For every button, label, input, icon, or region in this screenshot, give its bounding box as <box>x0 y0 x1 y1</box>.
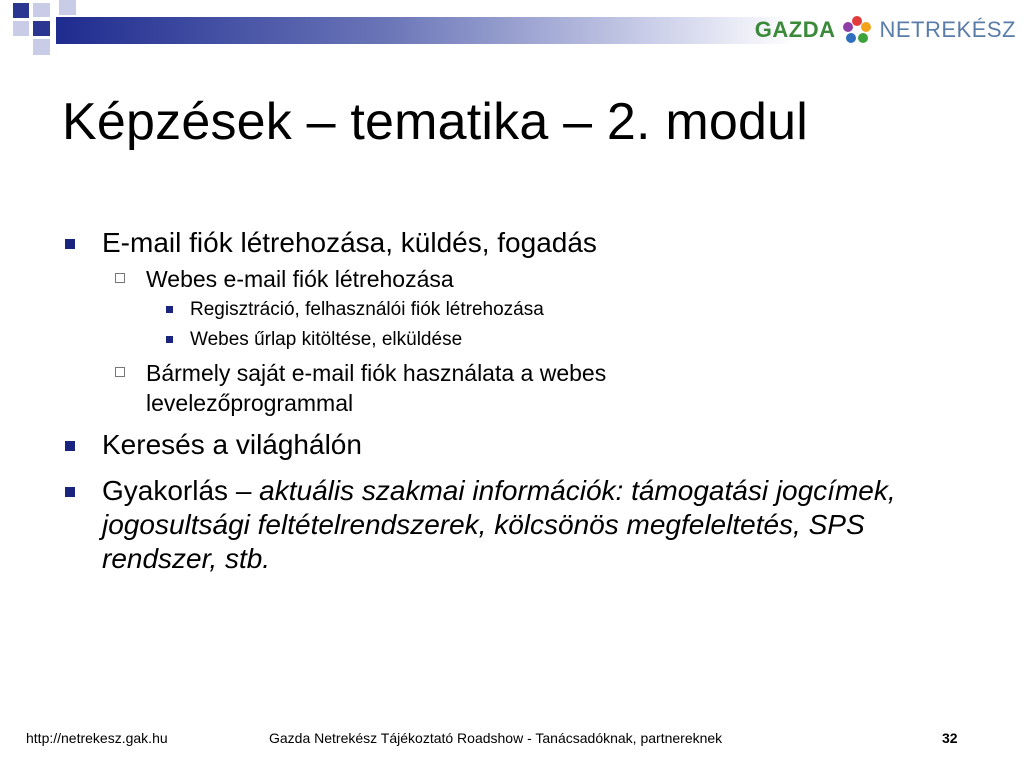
decor-square <box>13 39 29 55</box>
sub-sub-bullet-item <box>62 326 962 354</box>
hollow-square-bullet-icon <box>115 273 125 283</box>
decor-square <box>13 3 29 18</box>
slide-title: Képzések – tematika – 2. modul <box>62 93 808 151</box>
sub-sub-bullet-text: Webes űrlap kitöltése, elküldése <box>190 329 463 350</box>
bullet-text-italic: aktuális szakmai információk: támogatási jogcímek, jogosultsági feltételrendszerek, kölcsönös megfeleltetés, SPS rendszer, stb. <box>102 475 896 574</box>
sub-bullet-item <box>62 264 962 294</box>
bullet-text: Keresés a világhálón <box>102 429 362 460</box>
slide-content <box>62 226 962 588</box>
bullet-text: E-mail fiók létrehozása, küldés, fogadás <box>102 227 597 258</box>
square-bullet-icon <box>166 336 173 343</box>
bullet-item <box>62 474 932 576</box>
page-number: 32 <box>942 730 958 746</box>
bullet-item <box>62 226 962 260</box>
sub-bullet-text: Webes e-mail fiók létrehozása <box>146 266 454 292</box>
footer-url: http://netrekesz.gak.hu <box>26 730 168 746</box>
decor-square <box>13 21 29 36</box>
bullet-group-email <box>62 226 962 418</box>
decor-square <box>59 0 76 15</box>
hollow-square-bullet-icon <box>115 367 125 377</box>
sub-sub-bullet-text: Regisztráció, felhasználói fiók létrehozása <box>190 299 544 320</box>
gazda-netrekesz-logo <box>755 12 1016 48</box>
square-bullet-icon <box>65 239 75 249</box>
header-gradient-bar <box>56 17 796 44</box>
logo-text-netrekesz: NETREKÉSZ <box>879 17 1016 42</box>
square-bullet-icon <box>65 441 75 451</box>
bullet-text-plain: Gyakorlás – <box>102 475 260 506</box>
square-bullet-icon <box>166 306 173 313</box>
decor-square <box>0 0 13 15</box>
decor-square <box>33 39 50 55</box>
decor-square <box>33 21 50 36</box>
bullet-item <box>62 428 962 462</box>
sub-bullet-text: Bármely saját e-mail fiók használata a webes levelezőprogrammal <box>146 360 607 416</box>
logo-flower-icon <box>841 14 873 46</box>
logo-text-gazda: GAZDA <box>754 17 836 42</box>
square-bullet-icon <box>65 487 75 497</box>
footer-title: Gazda Netrekész Tájékoztató Roadshow - Tanácsadóknak, partnereknek <box>269 730 723 746</box>
sub-bullet-item <box>62 358 786 418</box>
decor-square <box>33 3 50 17</box>
sub-sub-bullet-item <box>62 296 962 324</box>
